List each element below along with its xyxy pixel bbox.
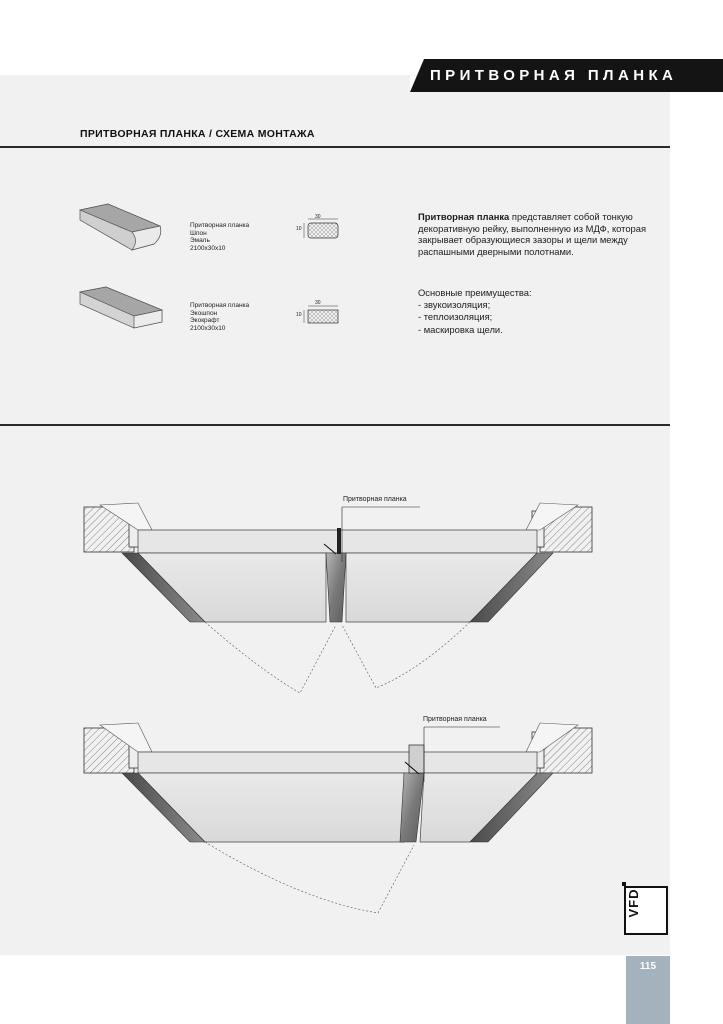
product-2-line-2: Экошпон [190, 309, 218, 317]
plank-section-2 [304, 306, 338, 323]
dim-height-2: 10 [296, 312, 302, 318]
benefits-title: Основные преимущества: [418, 287, 532, 298]
diagram-1-callout: Притворная планка [343, 496, 407, 503]
product-1-line-2: Шпон [190, 229, 207, 237]
product-1-line-3: Эмаль [190, 237, 210, 245]
product-2-line-3: Экокрафт [190, 317, 220, 325]
benefit-item-1: - звукоизоляция; [418, 299, 491, 311]
section-title: ПРИТВОРНАЯ ПЛАНКА / СХЕМА МОНТАЖА [80, 128, 315, 140]
header-title: ПРИТВОРНАЯ ПЛАНКА [430, 67, 678, 84]
benefits-list [418, 287, 676, 336]
benefit-item-2: - теплоизоляция; [418, 311, 493, 323]
product-label-2 [190, 302, 249, 332]
product-label-1 [190, 222, 249, 252]
dim-width-1: 30 [315, 214, 321, 220]
install-diagram-1 [84, 503, 592, 693]
install-diagram-2 [84, 723, 592, 913]
plank-profile-flat [80, 287, 162, 328]
description-lead: Притворная планка [418, 211, 510, 222]
product-1-line-4: 2100х30х10 [190, 244, 226, 252]
diagram-2-callout: Притворная планка [423, 716, 487, 723]
dim-width-2: 30 [315, 300, 321, 306]
product-2-line-4: 2100х30х10 [190, 324, 226, 332]
description-text [418, 211, 676, 257]
plank-profile-rounded [80, 204, 161, 250]
page-number: 115 [639, 961, 657, 972]
description-body: представляет собой тонкую декоративную рейку, выполненную из МДФ, которая закрывает образующиеся зазоры и щели между распашными дверными полотнами. [418, 211, 647, 257]
dim-height-1: 10 [296, 226, 302, 232]
brand-logo: VFD [626, 888, 641, 918]
product-1-line-1: Притворная планка [190, 222, 250, 229]
benefit-item-3: - маскировка щели. [418, 323, 503, 335]
plank-section-1 [304, 219, 338, 238]
product-2-line-1: Притворная планка [190, 302, 250, 309]
